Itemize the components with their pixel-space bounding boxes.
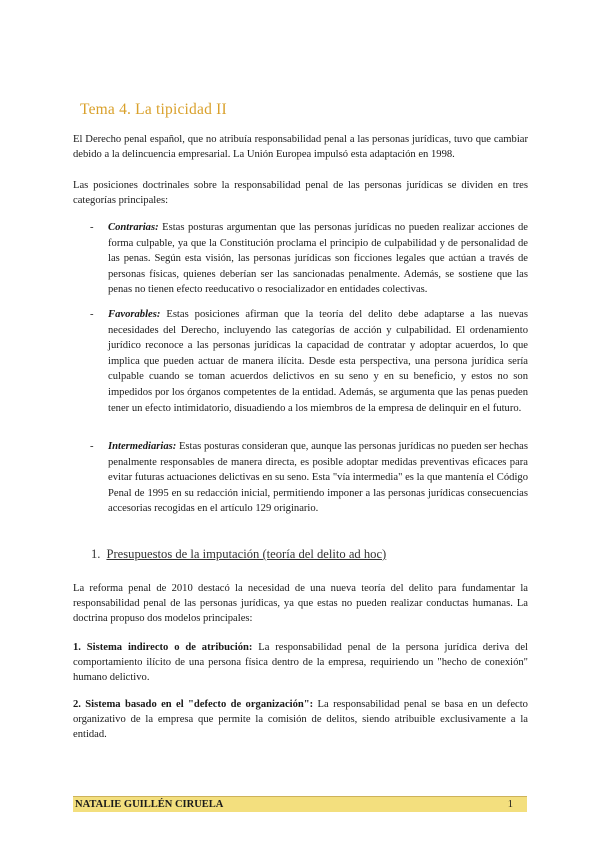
position-text: Estas posiciones afirman que la teoría del delito debe adaptarse a las nuevas necesidades del Derecho, incluyendo las categorías de acción y culpabilidad. El ordenamiento jurídico reconoce a las personas jurídicas la capacidad de contratar y adoptar acuerdos, lo que implica que pueden actuar de manera ilícita. Desde esta perspectiva, una persona jurídica sería culpable cuando se toman acuerdos delictivos en su seno y en su beneficio, y estos no son impedidos por los órganos competentes de la entidad. Además, se argumenta que las penas pueden tener un efecto intimidatorio, disuadiendo a los miembros de la empresa de delinquir en el futuro.	[108, 309, 528, 414]
section-heading	[91, 547, 386, 562]
footer-author: NATALIE GUILLÉN CIRUELA	[75, 799, 224, 810]
reform-paragraph: La reforma penal de 2010 destacó la necesidad de una nueva teoría del delito para fundamentar la responsabilidad penal de las personas jurídicas, ya que estas no pueden realizar conductas humanas. La doctrina propuso dos modelos principales:	[73, 583, 528, 624]
model-text: La responsabilidad penal se basa en un defecto organizativo de la empresa que permite la comisión de delitos, siendo atribuible exclusivamente a la entidad.	[73, 699, 528, 740]
position-text: Estas posturas consideran que, aunque las personas jurídicas no pueden ser hechas penalmente responsables de manera directa, es posible adoptar medidas preventivas eficaces para evitar futuras actuaciones delictivas en su seno. Esta "vía intermedia" es la que mantenía el Código Penal de 1995 en su redacción inicial, permitiendo imponer a las personas jurídicas consecuencias accesorias recogidas en el artículo 129 originario.	[108, 441, 528, 515]
position-item-contrarias	[90, 220, 528, 298]
bullet-dash: -	[90, 222, 94, 233]
page-number: 1	[507, 799, 513, 810]
position-item-intermediarias	[90, 439, 528, 517]
model-indirect-paragraph	[73, 640, 528, 685]
position-item-favorables	[90, 307, 528, 416]
document-title: Tema 4. La tipicidad II	[80, 101, 227, 118]
section-number: 1.	[91, 547, 101, 561]
model-text: La responsabilidad penal de la persona jurídica deriva del comportamiento ilícito de una persona física dentro de la empresa, requiriendo un "hecho de conexión" humano delictivo.	[73, 642, 528, 683]
section-label: Presupuestos de la imputación (teoría del delito ad hoc)	[106, 547, 387, 561]
model-label: 2. Sistema basado en el "defecto de organización":	[73, 699, 314, 710]
position-label: Contrarias:	[108, 222, 159, 233]
model-label: 1. Sistema indirecto o de atribución:	[73, 642, 253, 653]
bullet-dash: -	[90, 441, 94, 452]
model-organization-paragraph	[73, 697, 528, 742]
bullet-dash: -	[90, 309, 94, 320]
position-label: Intermediarias:	[108, 441, 177, 452]
intro-paragraph: El Derecho penal español, que no atribuía responsabilidad penal a las personas jurídicas, tuvo que cambiar debido a la delincuencia empresarial. La Unión Europea impulsó esta adaptación en 1998.	[73, 134, 528, 160]
positions-intro-paragraph: Las posiciones doctrinales sobre la responsabilidad penal de las personas jurídicas se dividen en tres categorías principales:	[73, 180, 528, 206]
position-label: Favorables:	[108, 309, 161, 320]
page-footer	[73, 796, 527, 812]
position-text: Estas posturas argumentan que las personas jurídicas no pueden realizar acciones de forma culpable, ya que la Constitución proclama el principio de culpabilidad y de personalidad de las penas. Según esta visión, las personas jurídicas son ficciones legales que actúan a través de personas físicas, quienes deberían ser las sancionadas penalmente. Además, se sostiene que las penas no tienen efecto reeducativo o resocializador en entidades colectivas.	[108, 222, 528, 296]
